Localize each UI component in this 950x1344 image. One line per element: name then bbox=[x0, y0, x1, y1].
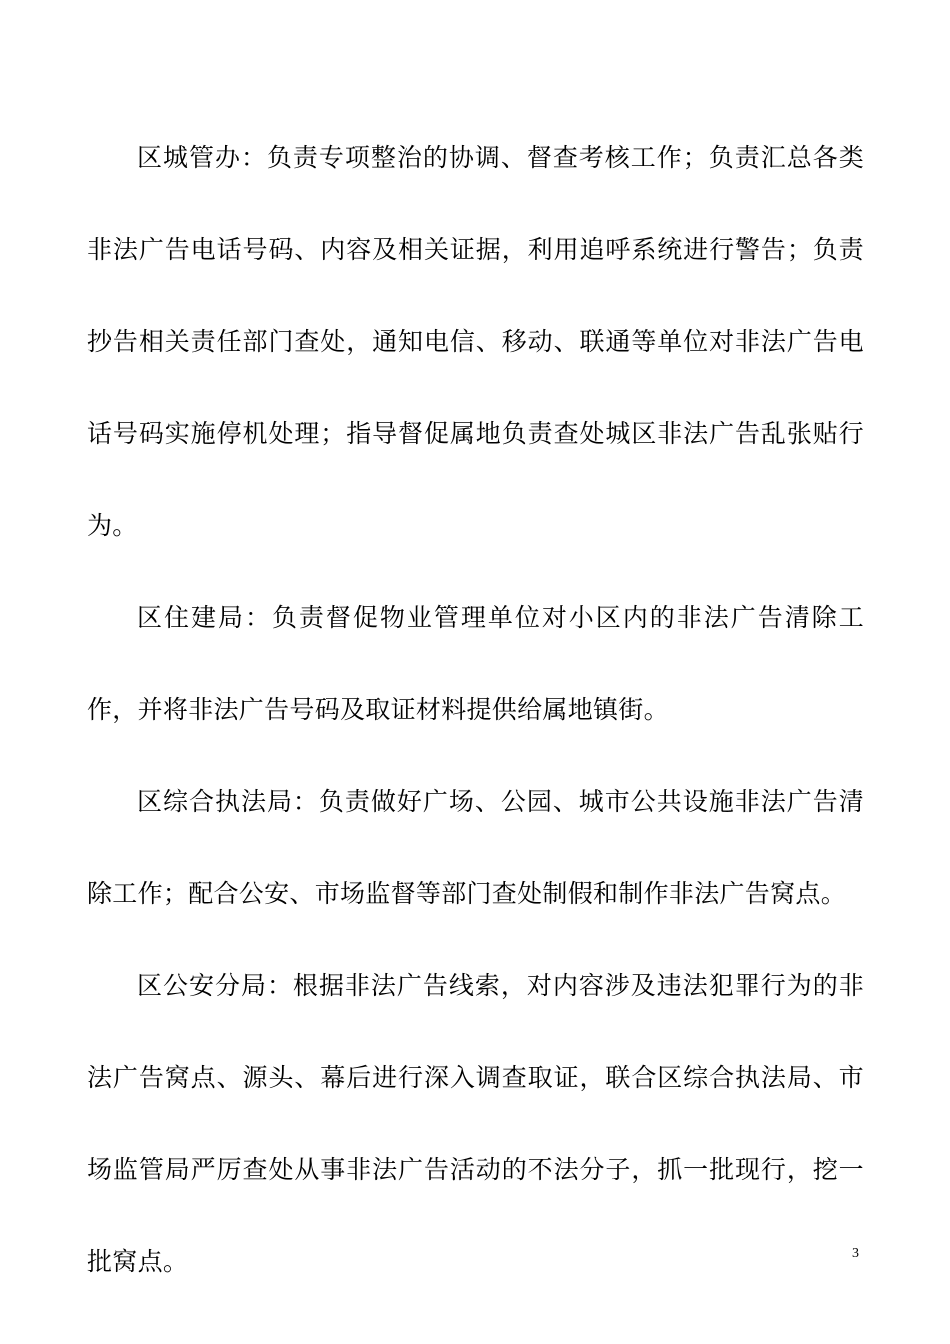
paragraph-district-urban-management-office: 区城管办：负责专项整治的协调、督查考核工作；负责汇总各类非法广告电话号码、内容及相关证据，利用追呼系统进行警告；负责抄告相关责任部门查处，通知电信、移动、联通等单位对非法广告电话号码实施停机处理；指导督促属地负责查处城区非法广告乱张贴行为。 bbox=[87, 143, 864, 540]
paragraph-district-law-enforcement-bureau: 区综合执法局：负责做好广场、公园、城市公共设施非法广告清除工作；配合公安、市场监督等部门查处制假和制作非法广告窝点。 bbox=[87, 787, 864, 908]
paragraph-district-public-security-bureau: 区公安分局：根据非法广告线索，对内容涉及违法犯罪行为的非法广告窝点、源头、幕后进行深入调查取证，联合区综合执法局、市场监管局严厉查处从事非法广告活动的不法分子，抓一批现行，挖一批窝点。 bbox=[87, 971, 864, 1276]
paragraph-district-housing-bureau: 区住建局：负责督促物业管理单位对小区内的非法广告清除工作，并将非法广告号码及取证材料提供给属地镇街。 bbox=[87, 603, 864, 724]
document-body bbox=[87, 112, 864, 1308]
page-number: 3 bbox=[852, 1246, 859, 1261]
